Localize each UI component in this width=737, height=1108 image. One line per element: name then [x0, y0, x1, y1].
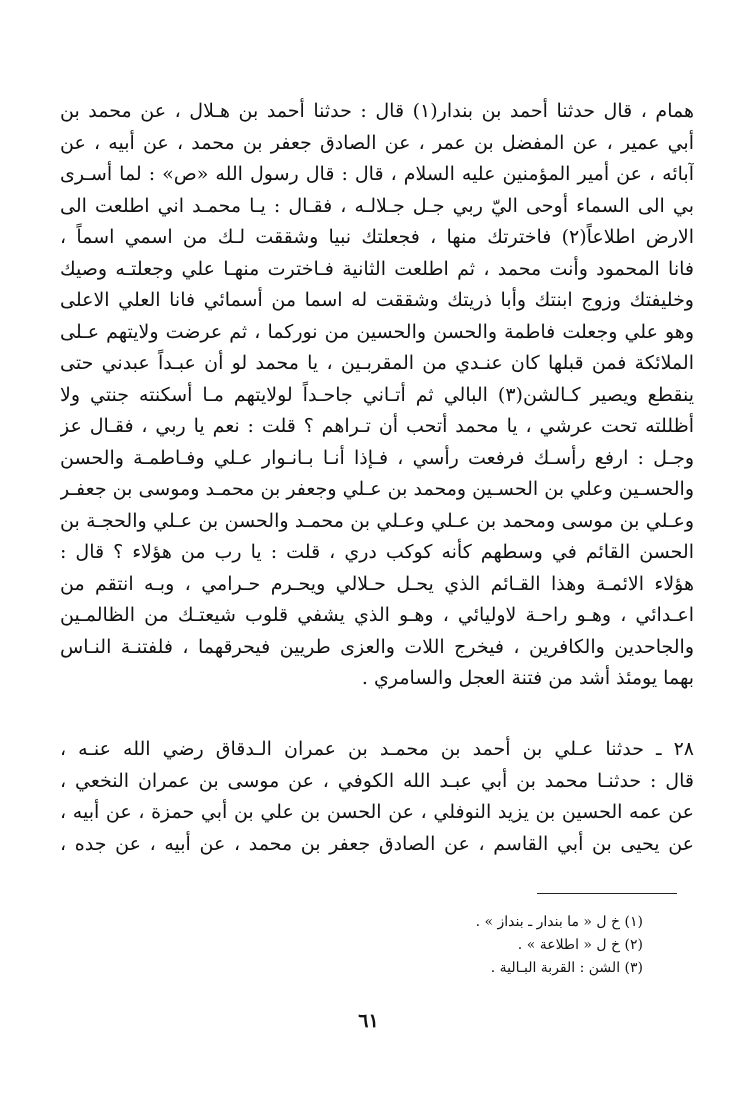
- text-line: أظللته تحت عرشي ، يا محمد أتحب أن تـراهم ؟ قلت : نعم يا ربي ، فقـال عز: [60, 415, 694, 437]
- main-paragraph: [60, 96, 694, 695]
- text-line: بي الى السماء أوحى اليّ ربي جـل جـلالـه ، فقـال : يـا محمـد اني اطلعت الى: [60, 194, 694, 217]
- text-line: وجـل : ارفع رأسـك فرفعت رأسي ، فـإذا أنـا بـانـوار عـلي وفـاطمـة والحسن: [60, 446, 694, 469]
- text-line: والحسـين وعلي بن الحسـين ومحمد بن عـلي وجعفر بن محمـد وموسى بن جعفـر: [60, 478, 694, 500]
- footnote: (٣) الشن : القربة البـالية .: [490, 960, 643, 976]
- text-line: الملائكة فمن قبلها كان عنـدي من المقربـين ، يا محمد لو أن عبـداً عبدني حتى: [60, 352, 694, 374]
- text-line: عن عمه الحسين بن يزيد النوفلي ، عن الحسن بن علي بن أبي حمزة ، عن أبيه ،: [60, 801, 694, 823]
- text-line: قال : حدثنـا محمد بن أبي عبـد الله الكوفي ، عن موسى بن عمران النخعي ،: [60, 769, 694, 792]
- text-line: هؤلاء الائمـة وهذا القـائم الذي يحـل حـلالي ويحـرم حـرامي ، وبـه انتقم من: [60, 572, 694, 595]
- text-line: فانا المحمود وأنت محمد ، ثم اطلعت الثانية فـاخترت منهـا علي وجعلتـه وصيك: [60, 257, 694, 280]
- text-line: ينقطع ويصير كـالشن(٣) البالي ثم أتـاني جاحـداً لولايتهم مـا أسكنته جنتي ولا: [60, 383, 694, 406]
- footnote: (١) خ ل « ما بندار ـ بنداز » .: [475, 914, 643, 930]
- text-line: آبائه ، عن أمير المؤمنين عليه السلام ، قال : قال رسول الله «ص» : لما أسـرى: [60, 163, 694, 185]
- text-line: الارض اطلاعاً(٢) فاخترتك منها ، فجعلتك نبيا وشققت لـك من اسمي اسماً ،: [60, 226, 694, 248]
- footnotes: [83, 911, 643, 980]
- text-line: وعـلي بن موسى ومحمد بن عـلي وعـلي بن محمـد والحسن بن عـلي والحجـة بن: [60, 509, 694, 532]
- text-line: عن يحيى بن أبي القاسم ، عن الصادق جعفر بن محمد ، عن أبيه ، عن جده ،: [60, 832, 694, 855]
- text-line: وهو علي وجعلت فاطمة والحسن والحسين من نوركما ، ثم عرضت ولايتهم عـلى: [60, 320, 694, 343]
- text-line: والجاحدين والكافرين ، فيخرج اللات والعزى طريين فيحرقهما ، فلفتنـة النـاس: [60, 635, 694, 658]
- text-line: اعـدائي ، وهـو راحـة لاوليائي ، وهـو الذي يشفي قلوب شيعتـك من الظالمـين: [60, 604, 694, 626]
- text-line: ٢٨ ـ حدثنا عـلي بن أحمد بن محمـد بن عمران الـدقاق رضي الله عنـه ،: [60, 738, 694, 760]
- footnote: (٢) خ ل « اطلاعة » .: [517, 937, 643, 953]
- text-line: الحسن القائم في وسطهم كأنه كوكب دري ، قلت : يا رب من هؤلاء ؟ قال :: [60, 541, 694, 563]
- text-line: همام ، قال حدثنا أحمد بن بندار(١) قال : حدثنا أحمد بن هـلال ، عن محمد بن: [60, 100, 694, 122]
- footnote-divider: [537, 893, 677, 894]
- text-line: وخليفتك وزوج ابنتك وأبا ذريتك وشققت له اسما من أسمائي فانا العلي الاعلى: [60, 289, 694, 311]
- text-line: أبي عمير ، عن المفضل بن عمر ، عن الصادق جعفر بن محمد ، عن أبيه ، عن: [60, 131, 694, 154]
- hadith-28-paragraph: [60, 734, 694, 860]
- text-line: بهما يومئذ أشد من فتنة العجل والسامري .: [361, 667, 694, 689]
- page-number: ٦١: [358, 1010, 379, 1032]
